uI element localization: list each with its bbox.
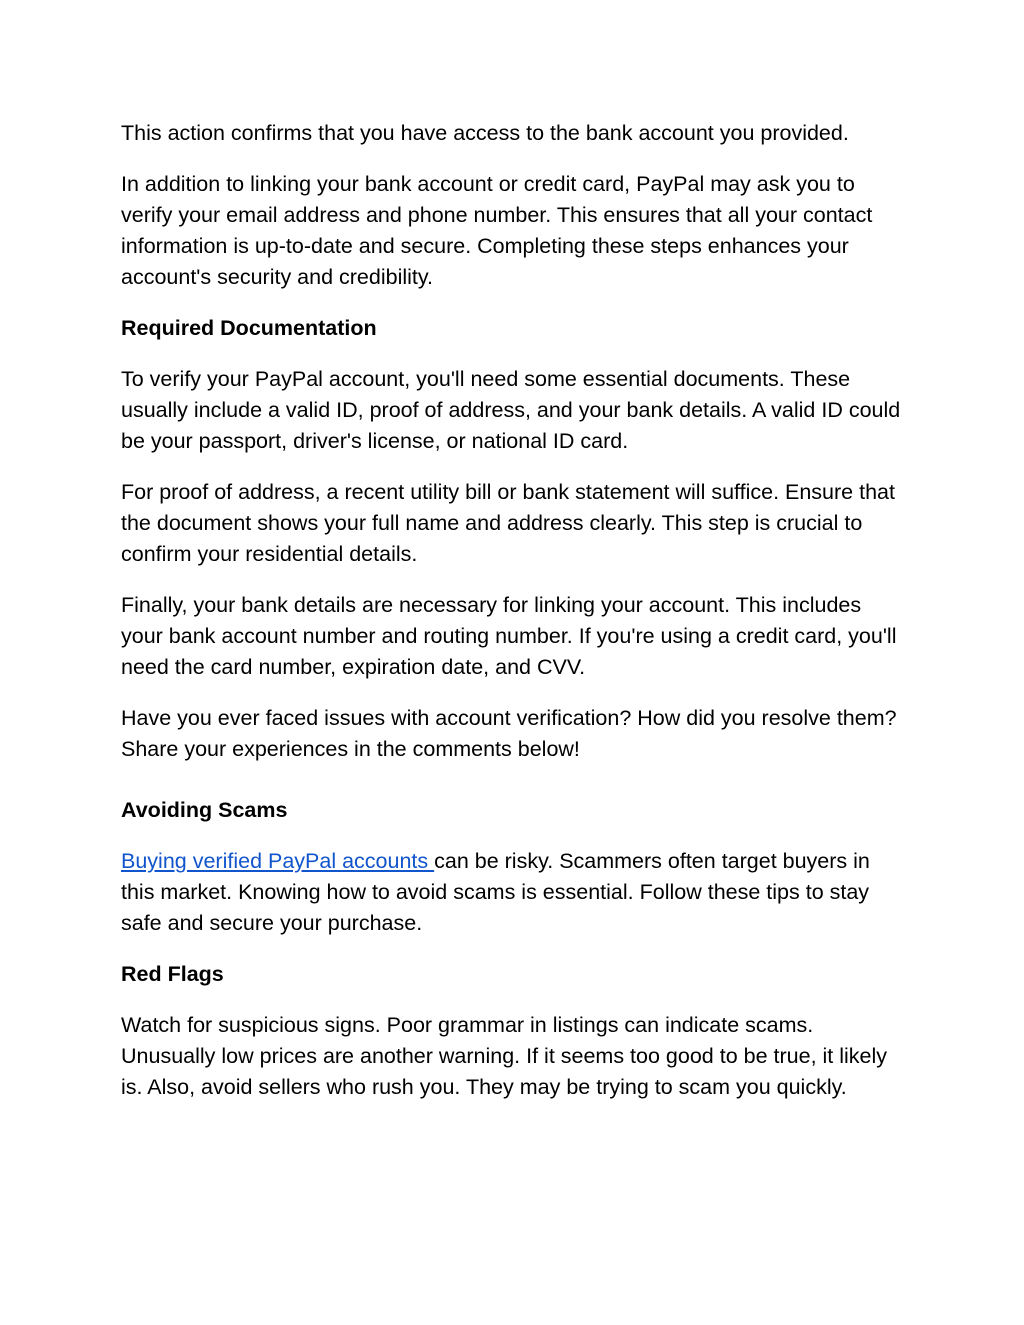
paragraph-email-phone-verification: In addition to linking your bank account or credit card, PayPal may ask you to verify your email address and phone number. This ensures that all your contact information is up-to-date and secure. Completing these steps enhances your account's security and credibility. — [121, 172, 873, 289]
paragraph-bank-details: Finally, your bank details are necessary for linking your account. This includes your bank account number and routing number. If you're using a credit card, you'll need the card number, expiration date, and CVV. — [121, 593, 897, 679]
paragraph-access-confirmation: This action confirms that you have access to the bank account you provided. — [121, 121, 849, 145]
heading-red-flags: Red Flags — [121, 962, 224, 986]
paragraph-suspicious-signs: Watch for suspicious signs. Poor grammar in listings can indicate scams. Unusually low prices are another warning. If it seems too good to be true, it likely is. Also, avoid sellers who rush you. They may be trying to scam you quickly. — [121, 1013, 888, 1099]
paragraph-proof-of-address: For proof of address, a recent utility bill or bank statement will suffice. Ensure that the document shows your full name and address clearly. This step is crucial to confirm your residential details. — [121, 480, 895, 566]
buying-verified-paypal-link[interactable]: Buying verified PayPal accounts — [121, 849, 435, 873]
heading-avoiding-scams: Avoiding Scams — [121, 798, 288, 822]
paragraph-comments-prompt: Have you ever faced issues with account verification? How did you resolve them? Share your experiences in the comments below! — [121, 706, 897, 761]
paragraph-essential-documents: To verify your PayPal account, you'll need some essential documents. These usually include a valid ID, proof of address, and your bank details. A valid ID could be your passport, driver's license, or national ID card. — [121, 367, 901, 453]
heading-required-documentation: Required Documentation — [121, 316, 377, 340]
scam-risk-text: can be risky. Scammers often target buyers in this market. Knowing how to avoid scams is essential. Follow these tips to stay safe and secure your purchase. — [121, 849, 870, 935]
paragraph-scam-risk — [121, 846, 906, 939]
document-body — [121, 118, 906, 1123]
